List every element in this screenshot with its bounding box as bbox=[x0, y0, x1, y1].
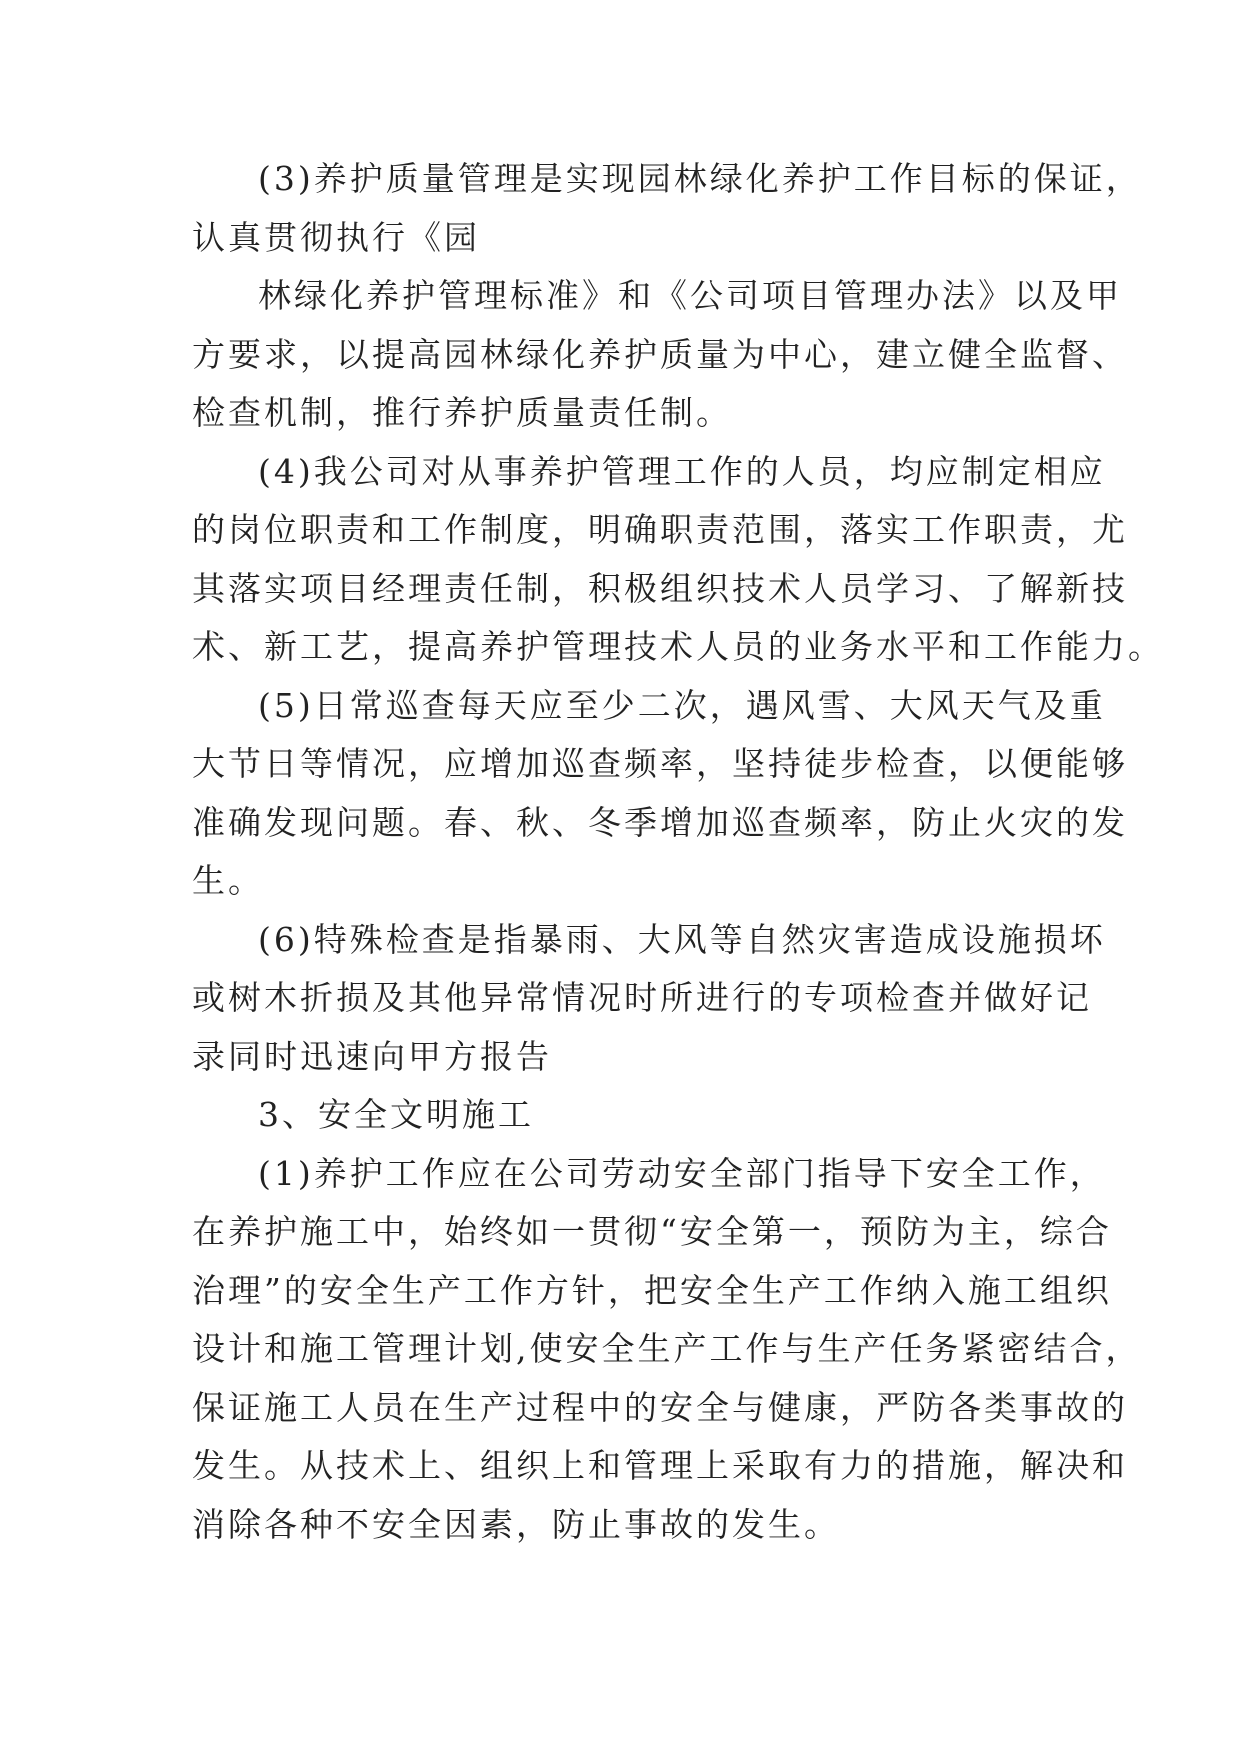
text-line: 录同时迅速向甲方报告 bbox=[192, 1036, 552, 1076]
text-line: 治理”的安全生产工作方针，把安全生产工作纳入施工组织 bbox=[192, 1270, 1112, 1310]
text-line: 认真贯彻执行《园 bbox=[192, 217, 480, 257]
text-line: 在养护施工中，始终如一贯彻“安全第一，预防为主，综合 bbox=[192, 1212, 1112, 1251]
text-line: 方要求，以提高园林绿化养护质量为中心，建立健全监督、 bbox=[192, 334, 1128, 374]
text-line: 检查机制，推行养护质量责任制。 bbox=[192, 393, 732, 432]
text-line: 准确发现问题。春、秋、冬季增加巡查频率，防止火灾的发 bbox=[192, 802, 1128, 842]
text-line: 消除各种不安全因素，防止事故的发生。 bbox=[192, 1504, 840, 1544]
text-line: 其落实项目经理责任制，积极组织技术人员学习、了解新技 bbox=[192, 568, 1128, 608]
text-line: 生。 bbox=[192, 861, 264, 900]
text-line: (3)养护质量管理是实现园林绿化养护工作目标的保证， bbox=[258, 159, 1142, 198]
text-line: 或树木折损及其他异常情况时所进行的专项检查并做好记 bbox=[192, 978, 1092, 1017]
text-line: 大节日等情况，应增加巡查频率，坚持徒步检查，以便能够 bbox=[192, 744, 1128, 783]
text-line: (4)我公司对从事养护管理工作的人员，均应制定相应 bbox=[258, 451, 1106, 491]
text-line: 的岗位职责和工作制度，明确职责范围，落实工作职责，尤 bbox=[192, 510, 1128, 549]
text-line: (5)日常巡查每天应至少二次，遇风雪、大风天气及重 bbox=[258, 685, 1106, 725]
text-line: 发生。从技术上、组织上和管理上采取有力的措施，解决和 bbox=[192, 1446, 1128, 1485]
text-line: (1)养护工作应在公司劳动安全部门指导下安全工作， bbox=[258, 1153, 1106, 1193]
text-line: 保证施工人员在生产过程中的安全与健康，严防各类事故的 bbox=[192, 1387, 1128, 1427]
text-line: 术、新工艺，提高养护管理技术人员的业务水平和工作能力。 bbox=[192, 627, 1164, 666]
text-line: (6)特殊检查是指暴雨、大风等自然灾害造成设施损坏 bbox=[258, 919, 1106, 959]
section-heading: 3、安全文明施工 bbox=[258, 1095, 534, 1134]
text-line: 林绿化养护管理标准》和《公司项目管理办法》以及甲 bbox=[258, 276, 1122, 315]
document-body bbox=[192, 150, 1164, 1554]
text-line: 设计和施工管理计划,使安全生产工作与生产任务紧密结合， bbox=[192, 1329, 1142, 1368]
